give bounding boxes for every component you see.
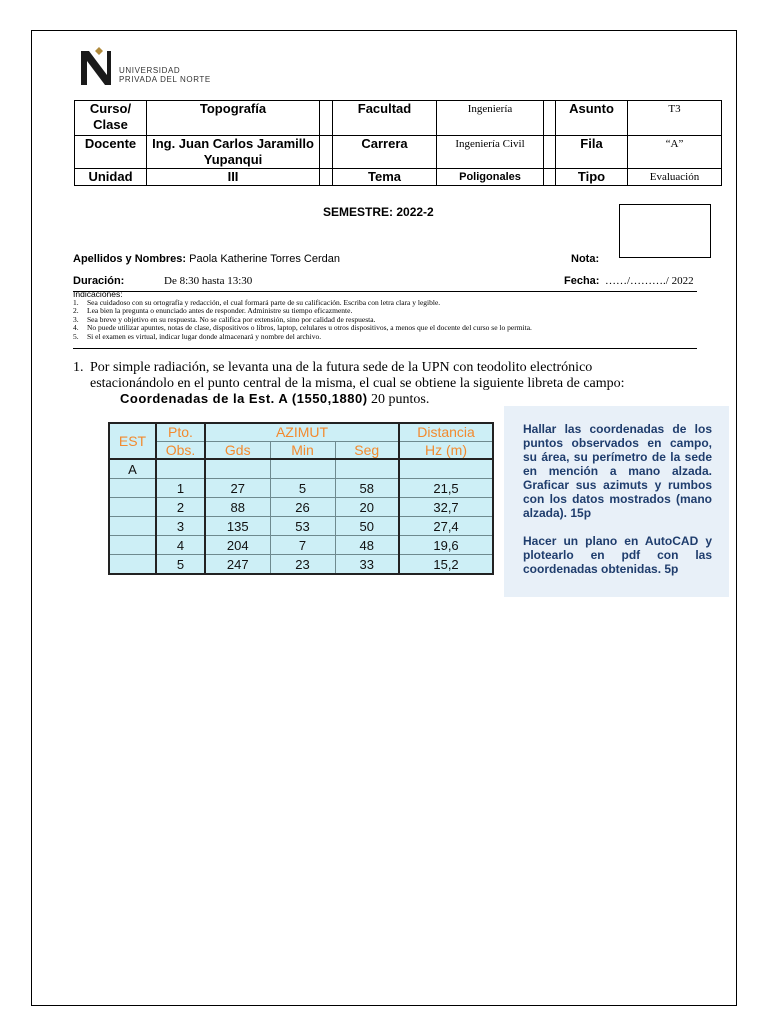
question-line-3 bbox=[120, 391, 429, 408]
tema-value: Poligonales bbox=[437, 169, 544, 186]
list-item: 3. Sea breve y objetivo en su respuesta. No se califica por extensión, sino por calidad de respuesta. bbox=[73, 314, 376, 324]
unidad-label: Unidad bbox=[75, 169, 147, 186]
asunto-value: T3 bbox=[628, 101, 722, 136]
field-book-table bbox=[108, 422, 494, 575]
facultad-value: Ingeniería bbox=[437, 101, 544, 136]
docente-value: Ing. Juan Carlos Jaramillo Yupanqui bbox=[147, 136, 320, 169]
curso-label: Curso/ Clase bbox=[75, 101, 147, 136]
question-line-1: Por simple radiación, se levanta una de la futura sede de la UPN con teodolito electrónico bbox=[90, 360, 593, 375]
instruction-1: Hallar las coordenadas de los puntos observados en campo, su área, su perímetro de la sede en mención a mano alzada. Graficar sus azimuts y rumbos con los datos mostrados (mano alzada). 15p bbox=[523, 422, 712, 520]
table-row: 2 88 26 20 32,7 bbox=[109, 498, 493, 517]
header-min: Min bbox=[270, 441, 335, 459]
points-count: 20 puntos. bbox=[371, 392, 430, 407]
fila-label: Fila bbox=[556, 136, 628, 169]
course-info-table bbox=[74, 100, 722, 186]
header-obs: Obs. bbox=[156, 441, 205, 459]
indications-title: Indicaciones: bbox=[73, 289, 123, 299]
list-item: 2. Lea bien la pregunta o enunciado antes de responder. Administre su tiempo eficazmente. bbox=[73, 306, 353, 316]
tipo-value: Evaluación bbox=[628, 169, 722, 186]
instruction-2: Hacer un plano en AutoCAD y plotearlo en pdf con las coordenadas obtenidas. 5p bbox=[523, 534, 712, 576]
header-distancia: Distancia bbox=[399, 423, 493, 441]
table-row: 5 247 23 33 15,2 bbox=[109, 555, 493, 575]
nota-label: Nota: bbox=[571, 253, 600, 265]
list-item: 5. Si el examen es virtual, indicar lugar donde almacenará y nombre del archivo. bbox=[73, 331, 322, 341]
curso-value: Topografía bbox=[147, 101, 320, 136]
question-line-2: estacionándolo en el punto central de la misma, el cual se obtiene la siguiente libreta de campo: bbox=[90, 376, 625, 391]
logo-text: UNIVERSIDAD PRIVADA DEL NORTE bbox=[119, 66, 211, 84]
facultad-label: Facultad bbox=[333, 101, 437, 136]
header-azimut: AZIMUT bbox=[205, 423, 399, 441]
semester-title: SEMESTRE: 2022-2 bbox=[323, 205, 434, 219]
student-name-label: Apellidos y Nombres: bbox=[73, 253, 187, 265]
indications bbox=[73, 290, 697, 349]
instructions-box bbox=[504, 406, 729, 597]
list-item: 1. Sea cuidadoso con su ortografía y redacción, el cual formará parte de su calificación. Escriba con letra clara y legible. bbox=[73, 297, 441, 307]
fecha-label: Fecha: bbox=[564, 275, 600, 287]
fecha-value: ……/………./ 2022 bbox=[605, 275, 694, 287]
header-gds: Gds bbox=[205, 441, 270, 459]
grade-box bbox=[619, 204, 711, 258]
tipo-label: Tipo bbox=[556, 169, 628, 186]
table-row: 3 135 53 50 27,4 bbox=[109, 517, 493, 536]
table-row: 4 204 7 48 19,6 bbox=[109, 536, 493, 555]
carrera-value: Ingeniería Civil bbox=[437, 136, 544, 169]
unidad-value: III bbox=[147, 169, 320, 186]
table-row bbox=[109, 459, 493, 479]
docente-label: Docente bbox=[75, 136, 147, 169]
list-item: 4. No puede utilizar apuntes, notas de clase, dispositivos o libros, laptop, celulares u otros dispositivos, a menos que el docente del curso se lo permita. bbox=[73, 323, 532, 333]
student-name: Paola Katherine Torres Cerdan bbox=[189, 253, 340, 265]
question-number: 1. bbox=[73, 360, 84, 375]
carrera-label: Carrera bbox=[333, 136, 437, 169]
asunto-label: Asunto bbox=[556, 101, 628, 136]
indications-list bbox=[73, 299, 697, 342]
tema-label: Tema bbox=[333, 169, 437, 186]
table-row: 1 27 5 58 21,5 bbox=[109, 479, 493, 498]
duration-label: Duración: bbox=[73, 275, 125, 287]
header-seg: Seg bbox=[335, 441, 399, 459]
header-hz: Hz (m) bbox=[399, 441, 493, 459]
fila-value: “A” bbox=[628, 136, 722, 169]
header-est: EST bbox=[109, 423, 156, 459]
student-name-row bbox=[73, 253, 340, 265]
station-coordinates: Coordenadas de la Est. A (1550,1880) bbox=[120, 391, 368, 406]
duration-value: De 8:30 hasta 13:30 bbox=[164, 275, 253, 287]
station-cell: A bbox=[109, 459, 156, 479]
header-pto: Pto. bbox=[156, 423, 205, 441]
